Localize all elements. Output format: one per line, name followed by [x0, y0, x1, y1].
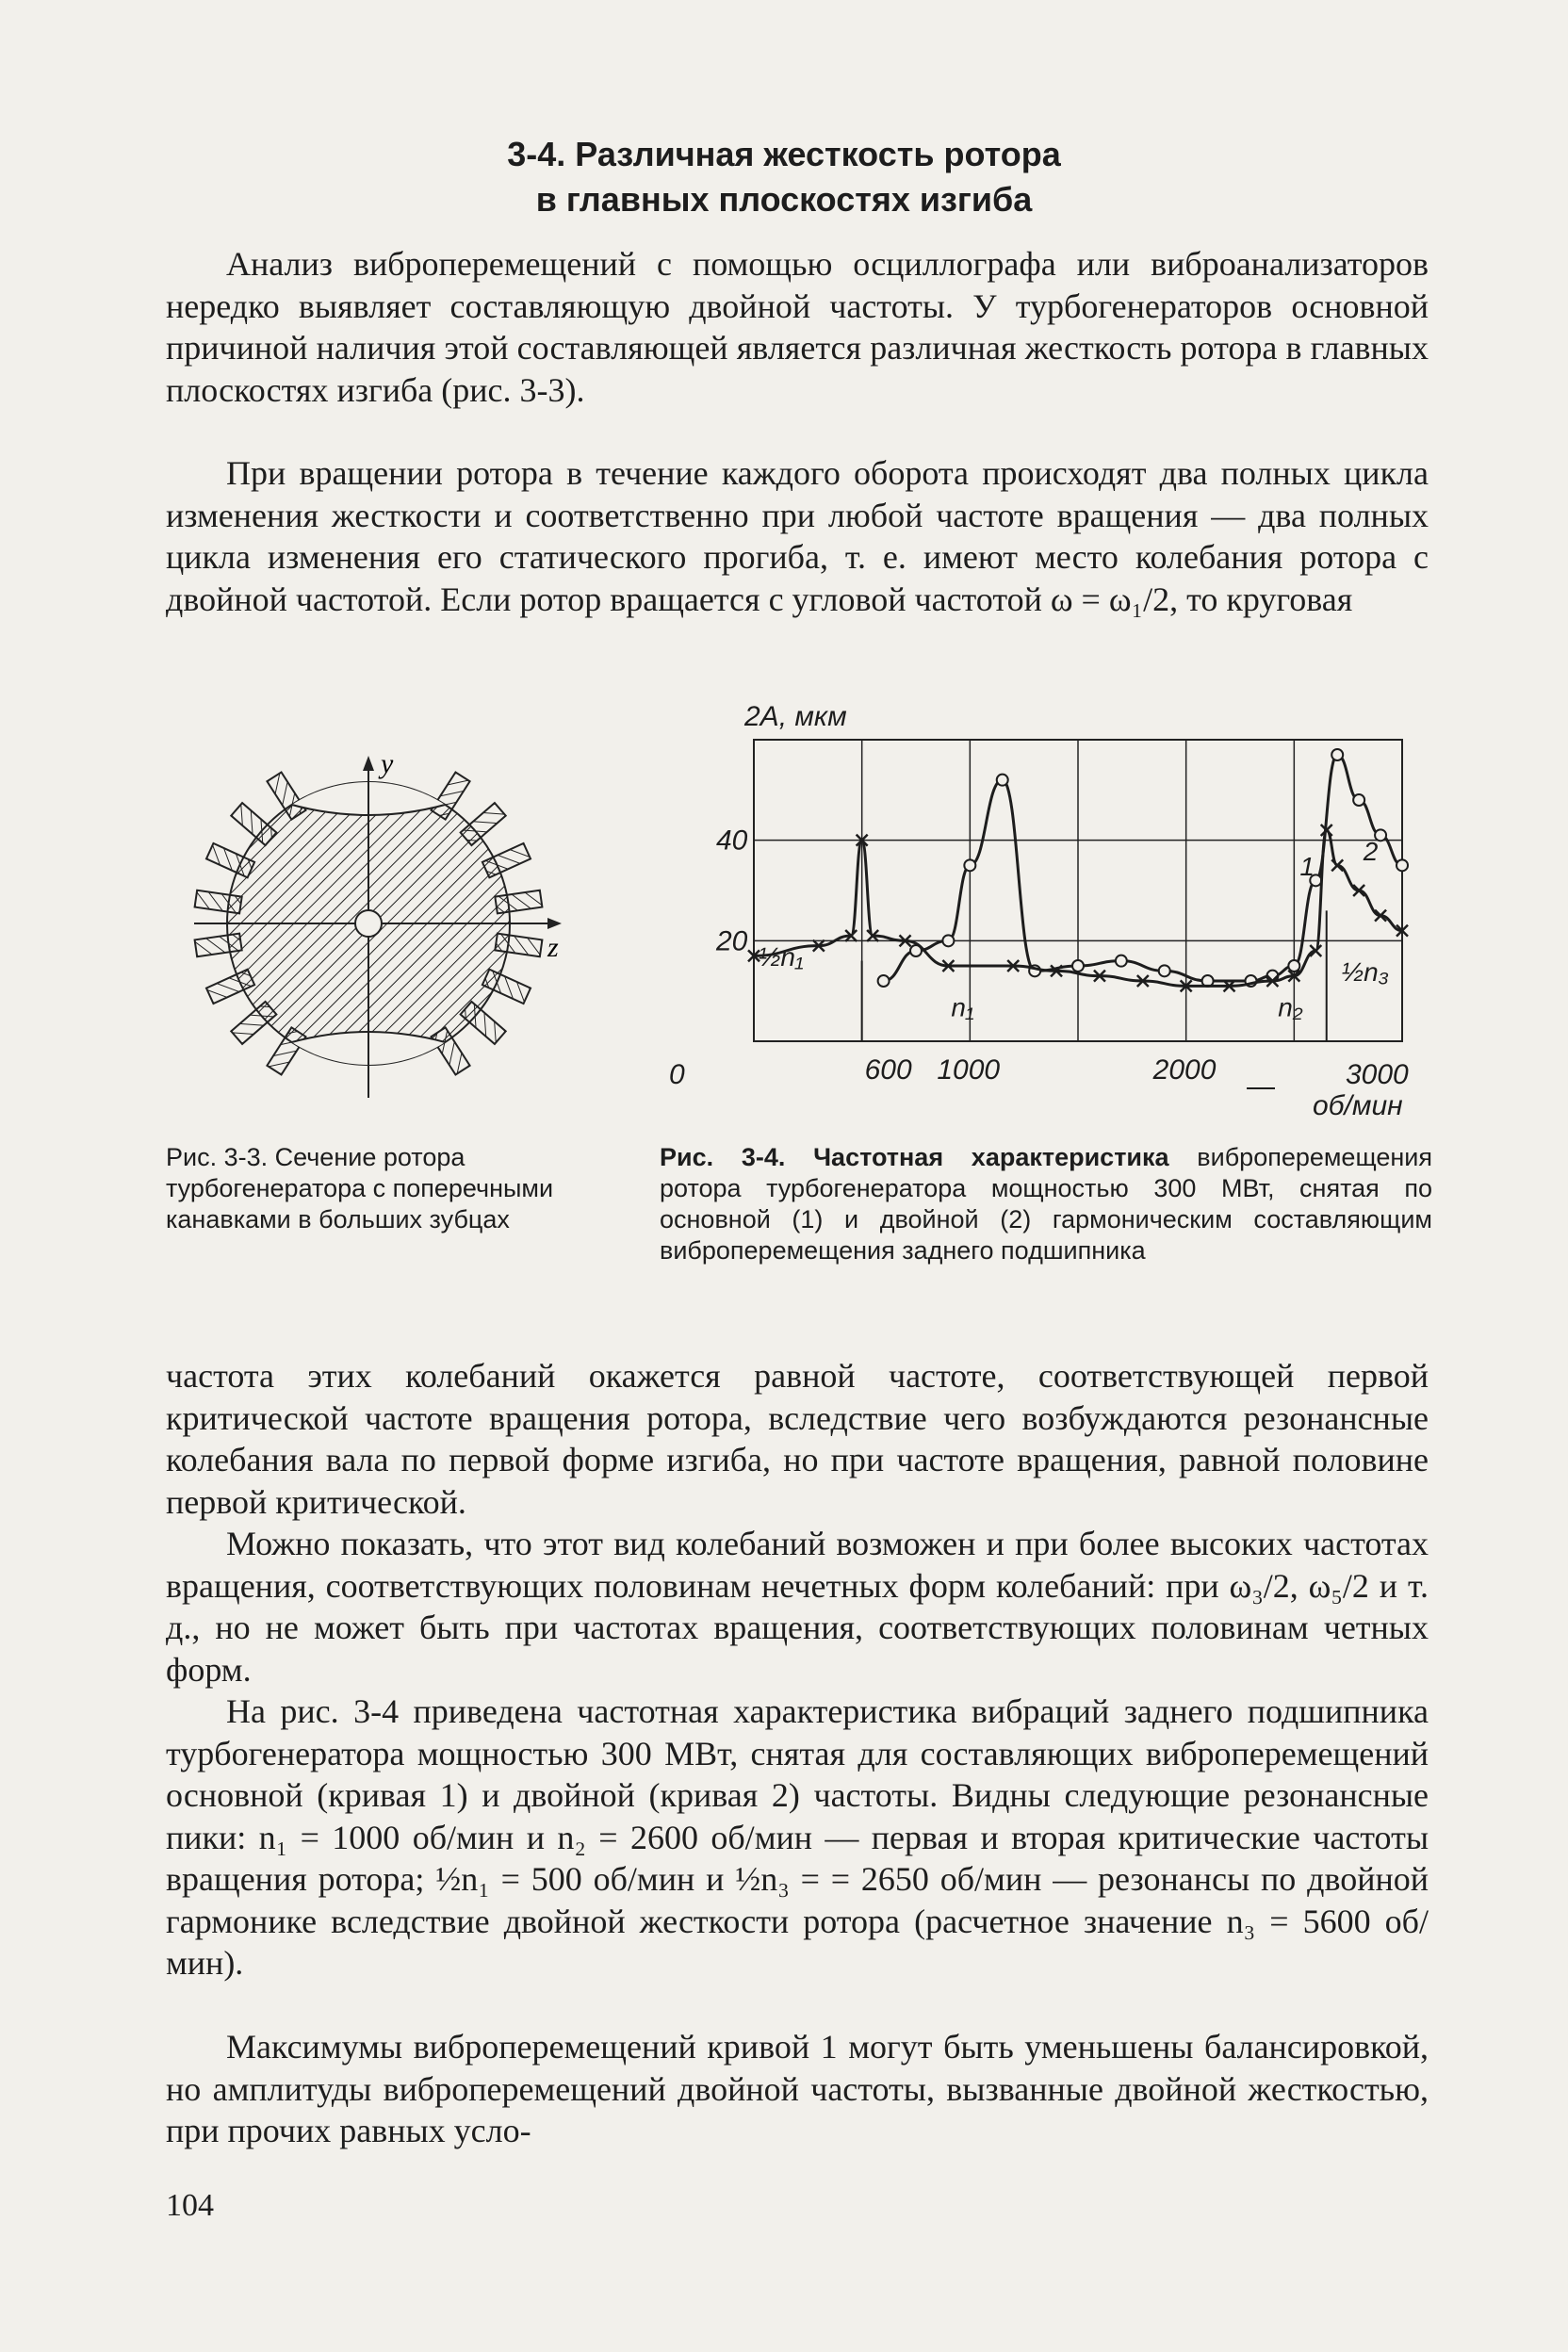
y-axis-label: y [381, 748, 394, 779]
x-tick-label: 2000 [1152, 1054, 1217, 1086]
curve-label-1: 1 [1299, 852, 1315, 881]
paragraph-6: Максимумы виброперемещений кривой 1 могут быть уменьшены балансировкой, но амплитуды виброперемещений двойной частоты, вызванные двойной жесткостью, при прочих равных усло- [166, 2028, 1429, 2149]
figure-3-3-caption: Рис. 3-3. Сечение ротора турбогенератора с поперечными канавками в больших зубцах [166, 1143, 554, 1233]
series-point-1 [1353, 794, 1364, 806]
y-tick-label: 20 [716, 925, 748, 957]
x-tick-label: 0 [669, 1059, 685, 1090]
z-axis-arrow-icon [547, 918, 562, 929]
annotation-half-n3: ½n₃ [1341, 957, 1389, 987]
series-point-1 [1288, 960, 1299, 972]
paragraph-5: На рис. 3-4 приведена частотная характеристика вибраций заднего подшипника турбогенератора мощностью 300 МВт, снятая для составляющих виброперемещений основной (кривая 1) и двойной (кривая 2) частоты. Видны следующие резонансные пики: n₁ = 1000 об/мин и n₂ = 2600 об/мин — первая и вторая критические частоты вращения ротора; ½n₁ = 500 об/мин и ½n₃ = = 2650 об/мин — резонансы по двойной гармонике вследствие двойной жесткости ротора (расчетное значение n₃ = 5600 об/мин). [166, 1692, 1429, 1982]
x-tick-label: 3000 [1346, 1059, 1409, 1090]
series-point-1 [1116, 956, 1127, 967]
page-number: 104 [166, 2188, 214, 2223]
x-axis-title: об/мин [1313, 1090, 1403, 1121]
paragraph-4: Можно показать, что этот вид колебаний возможен и при более высоких частотах вращения, соответствующих половинам нечетных форм колебаний: при ω₃/2, ω₅/2 и т. д., но не может быть при частотах вращения, соответствующих половинам четных форм. [166, 1525, 1429, 1689]
figure-3-4-caption [660, 1142, 1432, 1266]
figure-3-4-caption-body: виброперемещения ротора турбогенератора мощностью 300 МВт, снятая по основной (1) и двойной (2) гармоническим составляющим виброперемещения заднего подшипника [660, 1143, 1432, 1265]
y-tick-label: 40 [716, 825, 748, 857]
z-axis-label: z [547, 932, 559, 963]
series-point-1 [942, 935, 954, 946]
series-point-1 [1072, 960, 1084, 972]
series-point-1 [878, 975, 890, 987]
y-axis-arrow-icon [363, 756, 374, 771]
series-point-1 [1331, 749, 1343, 760]
rotor-cross-section-figure [166, 744, 580, 1102]
chart-labels [669, 701, 1409, 1121]
section-title-line2: в главных плоскостях изгиба [535, 180, 1033, 219]
chart-grid [754, 740, 1402, 1041]
series-point-1 [964, 859, 975, 871]
series-line-1 [884, 755, 1402, 981]
annotation-n1: n₁ [951, 992, 974, 1022]
paragraph-3: частота этих колебаний окажется равной частоте, соответствующей первой критической частоте вращения ротора, вследствие чего возбуждаются резонансные колебания вала по первой форме изгиба, но при частоте вращения, равной половине первой критической. [166, 1357, 1429, 1521]
frequency-chart [641, 688, 1432, 1121]
section-title [0, 132, 1568, 222]
series-point-1 [997, 775, 1008, 786]
rotor-center-bore [355, 910, 382, 937]
curve-label-2: 2 [1363, 837, 1379, 866]
series-point-1 [1396, 859, 1408, 871]
x-tick-label: 1000 [937, 1054, 1001, 1086]
series-point-1 [1159, 965, 1170, 976]
paragraph-2: При вращении ротора в течение каждого оборота происходят два полных цикла изменения жесткости и соответственно при любой частоте вращения — два полных цикла изменения его статического прогиба, т. е. имеют место колебания ротора с двойной частотой. Если ротор вращается с угловой частотой ω = ω₁/2, то круговая [166, 454, 1429, 618]
annotation-half-n1: ½n₁ [759, 942, 804, 972]
x-tick-label: 600 [864, 1054, 912, 1086]
y-axis-title: 2A, мкм [744, 701, 847, 732]
section-title-line1: 3-4. Различная жесткость ротора [507, 135, 1061, 173]
figure-3-4-caption-title: Рис. 3-4. Частотная характеристика [660, 1143, 1169, 1171]
annotation-n2: n₂ [1278, 992, 1303, 1022]
paragraph-1: Анализ виброперемещений с помощью осциллографа или виброанализаторов нередко выявляет составляющую двойной частоты. У турбогенераторов основной причиной наличия этой составляющей является различная жесткость ротора в главных плоскостях изгиба (рис. 3-3). [166, 245, 1429, 409]
